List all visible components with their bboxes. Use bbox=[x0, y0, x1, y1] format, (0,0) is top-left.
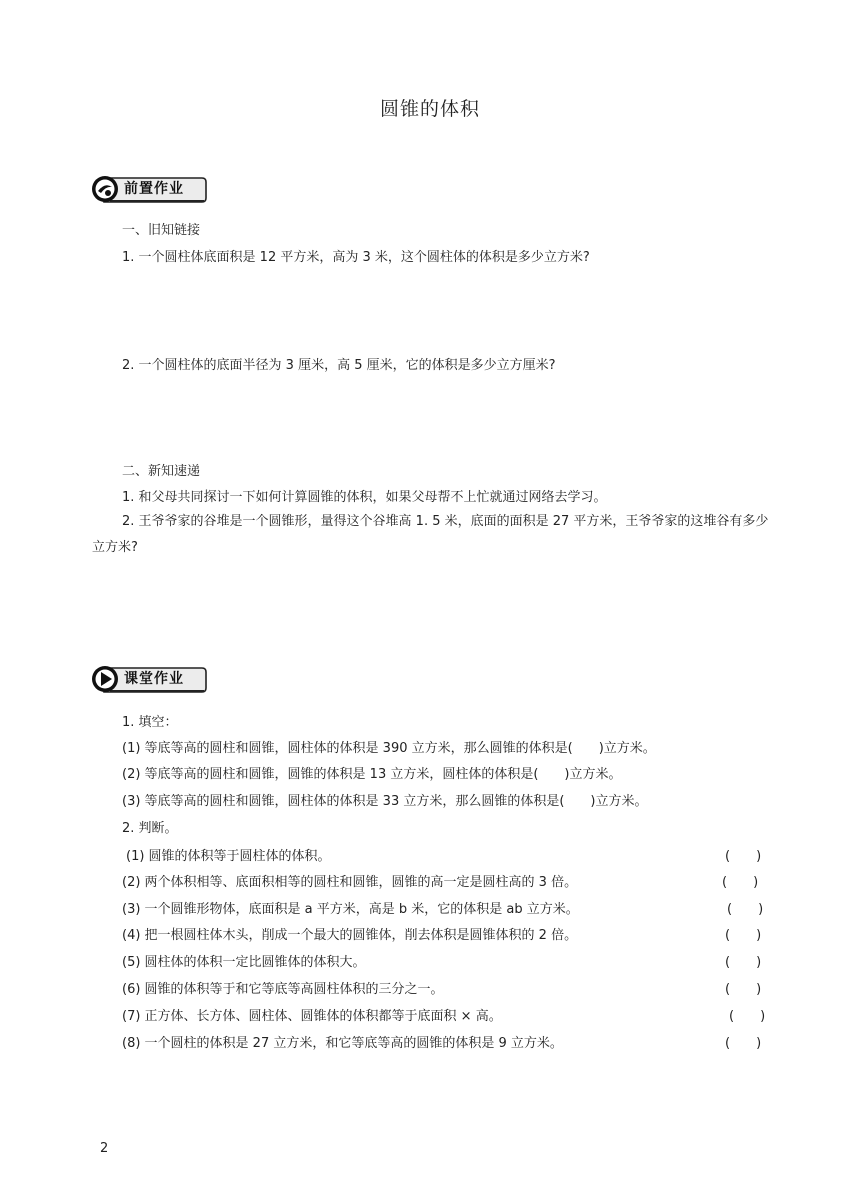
answer-paren: ( ) bbox=[725, 1036, 762, 1051]
judge-item: (3) 一个圆锥形物体，底面积是 a 平方米，高是 b 米，它的体积是 ab 立方米。 bbox=[122, 902, 579, 917]
part2-heading: 二、新知速递 bbox=[122, 464, 201, 479]
banner-class-label: 课堂作业 bbox=[124, 671, 184, 687]
judge-heading: 2. 判断。 bbox=[122, 821, 178, 836]
judge-item: (2) 两个体积相等、底面积相等的圆柱和圆锥，圆锥的高一定是圆柱高的 3 倍。 bbox=[122, 875, 578, 890]
fill-item: (2) 等底等高的圆柱和圆锥，圆锥的体积是 13 立方米，圆柱体的体积是( )立方米。 bbox=[122, 767, 622, 782]
fill-item: (1) 等底等高的圆柱和圆锥，圆柱体的体积是 390 立方米，那么圆锥的体积是( )立方米。 bbox=[122, 741, 656, 756]
page-number: 2 bbox=[100, 1141, 109, 1156]
question-1: 1. 一个圆柱体底面积是 12 平方米，高为 3 米，这个圆柱体的体积是多少立方米? bbox=[122, 250, 590, 265]
banner-pre-label: 前置作业 bbox=[124, 181, 184, 197]
question-2: 2. 一个圆柱体的底面半径为 3 厘米，高 5 厘米，它的体积是多少立方厘米? bbox=[122, 358, 556, 373]
answer-paren: ( ) bbox=[722, 875, 759, 890]
answer-paren: ( ) bbox=[725, 982, 762, 997]
judge-item: (4) 把一根圆柱体木头，削成一个最大的圆锥体，削去体积是圆锥体积的 2 倍。 bbox=[122, 928, 578, 943]
section-banner-class bbox=[90, 664, 208, 694]
section-banner-pre bbox=[90, 174, 208, 204]
question-3: 1. 和父母共同探讨一下如何计算圆锥的体积，如果父母帮不上忙就通过网络去学习。 bbox=[122, 490, 607, 505]
question-4: 2. 王爷爷家的谷堆是一个圆锥形，量得这个谷堆高 1. 5 米，底面的面积是 27 平方米，王爷爷家的这堆谷有多少立方米? bbox=[92, 514, 769, 555]
answer-paren: ( ) bbox=[729, 1009, 766, 1024]
fill-item: (3) 等底等高的圆柱和圆锥，圆柱体的体积是 33 立方米，那么圆锥的体积是( )立方米。 bbox=[122, 794, 648, 809]
answer-paren: ( ) bbox=[725, 955, 762, 970]
answer-paren: ( ) bbox=[725, 928, 762, 943]
judge-item: (8) 一个圆柱的体积是 27 立方米，和它等底等高的圆锥的体积是 9 立方米。 bbox=[122, 1036, 563, 1051]
judge-item: (6) 圆锥的体积等于和它等底等高圆柱体积的三分之一。 bbox=[122, 982, 444, 997]
judge-item: (5) 圆柱体的体积一定比圆锥体的体积大。 bbox=[122, 955, 366, 970]
answer-paren: ( ) bbox=[725, 849, 762, 864]
part1-heading: 一、旧知链接 bbox=[122, 223, 201, 238]
judge-item: (7) 正方体、长方体、圆柱体、圆锥体的体积都等于底面积 × 高。 bbox=[122, 1009, 502, 1024]
answer-paren: ( ) bbox=[727, 902, 764, 917]
judge-item: (1) 圆锥的体积等于圆柱体的体积。 bbox=[126, 849, 331, 864]
page-title: 圆锥的体积 bbox=[379, 98, 480, 120]
fill-heading: 1. 填空： bbox=[122, 715, 178, 730]
